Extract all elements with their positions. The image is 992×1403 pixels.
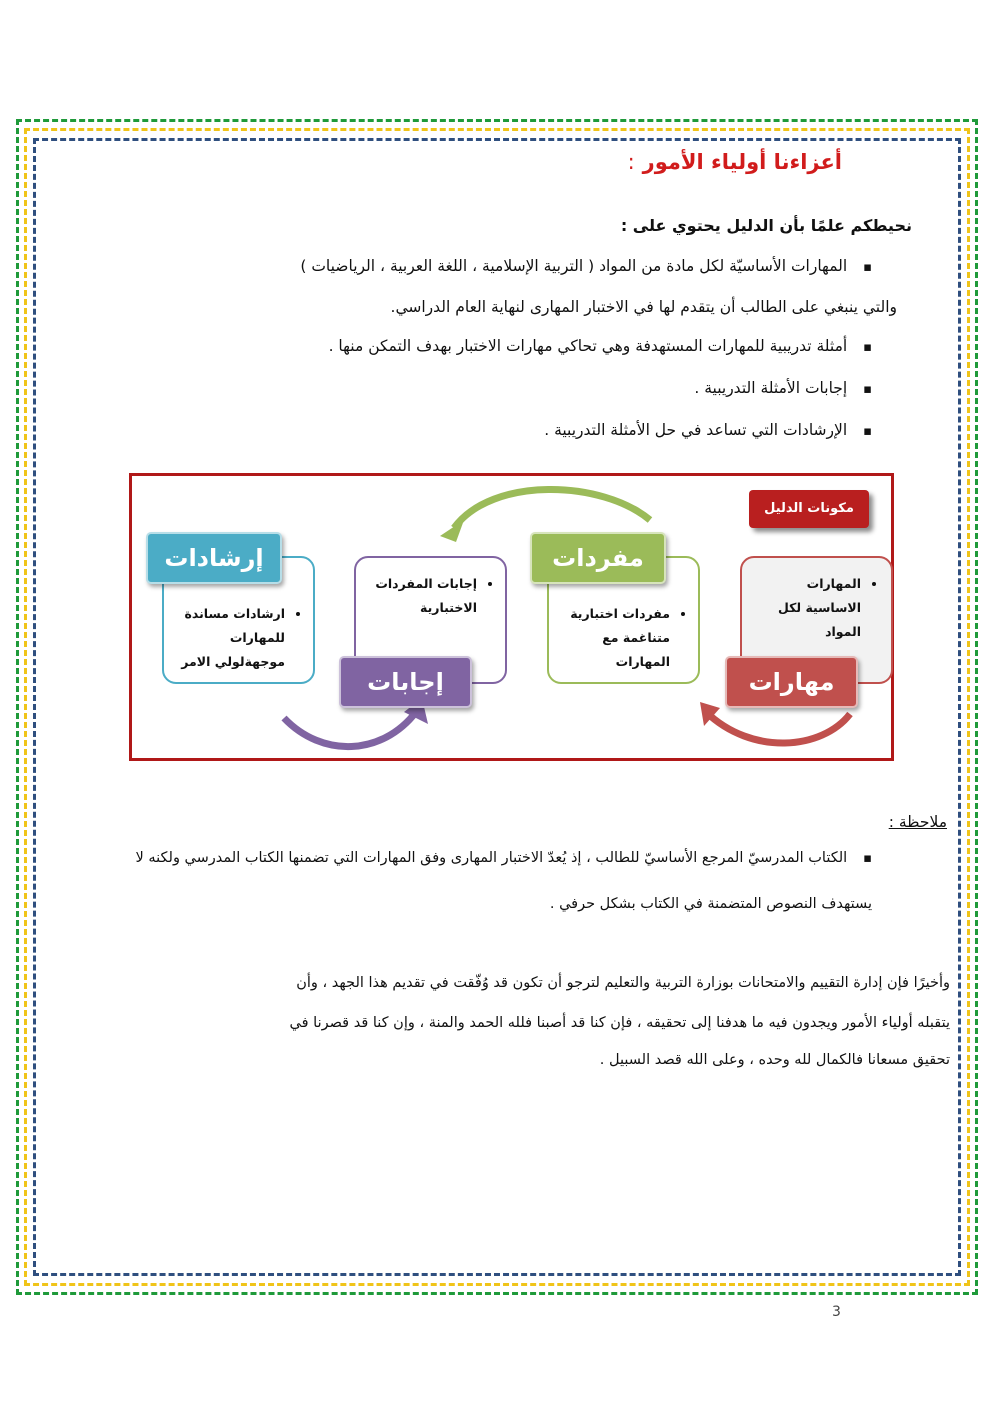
arrow-purple-arc (284, 712, 416, 747)
bullet-item: ▪ أمثلة تدريبية للمهارات المستهدفة وهي تحاكي مهارات الاختبار بهدف التمكن منها . (329, 337, 872, 355)
skills-body-line: المهارات (806, 576, 861, 591)
guidance-body-line: للمهارات (229, 630, 285, 645)
guidance-body-line: ارشادات مساندة (184, 606, 285, 621)
arrow-green-arc (454, 489, 650, 528)
vocabulary-heading: مفردات (530, 532, 666, 584)
bullet-item: ▪ إجابات الأمثلة التدريبية . (694, 379, 872, 397)
bullet-item: ▪ الإرشادات التي تساعد في حل الأمثلة التدريبية . (544, 421, 872, 439)
components-badge: مكونات الدليل (749, 490, 869, 528)
guide-components-diagram (129, 473, 894, 761)
arrow-green-head (440, 520, 464, 542)
title-text: أعزاءنا أولياء الأمور (642, 150, 842, 174)
closing-line: وأخيرًا فإن إدارة التقييم والامتحانات بوزارة التربية والتعليم لترجو أن تكون قد وُفّقت في تقديم هذا الجهد ، وأن (296, 975, 950, 991)
vocabulary-body-line: مفردات اختبارية (570, 606, 670, 621)
guidance-body-line: موجهةلولي الامر (181, 654, 285, 669)
answers-heading: إجابات (339, 656, 472, 708)
intro-line: نحيطكم علمًا بأن الدليل يحتوي على : (620, 216, 912, 235)
answers-body-line: إجابات المفردات (375, 576, 477, 591)
title-colon: : (627, 150, 635, 174)
skills-body-line: المواد (825, 624, 861, 639)
skills-heading: مهارات (725, 656, 858, 708)
bullet-item: ▪ المهارات الأساسيّة لكل مادة من المواد ( التربية الإسلامية ، اللغة العربية ، الرياضيات ) (300, 257, 872, 275)
page-number: 3 (832, 1304, 841, 1320)
note-continuation: يستهدف النصوص المتضمنة في الكتاب بشكل حرفي . (549, 896, 872, 912)
skills-body-line: الاساسية لكل (777, 600, 861, 615)
arrow-red-arc (706, 712, 850, 743)
note-bullet: ▪ الكتاب المدرسيّ المرجع الأساسيّ للطالب ، إذ يُعدّ الاختبار المهارى وفق المهارات التي تضمنها الكتاب المدرسي ولكنه لا (135, 850, 872, 866)
guidance-heading: إرشادات (146, 532, 282, 584)
closing-line: يتقبله أولياء الأمور ويجدون فيه ما هدفنا إلى تحقيقه ، فإن كنا قد أصبنا فلله الحمد والمنة ، وإن كنا قد قصرنا في (289, 1015, 950, 1031)
closing-line: تحقيق مسعانا فالكمال لله وحده ، وعلى الله قصد السبيل . (599, 1052, 950, 1068)
vocabulary-body-line: المهارات (615, 654, 670, 669)
page-title (628, 150, 842, 174)
bullet-continuation: والتي ينبغي على الطالب أن يتقدم لها في الاختبار المهارى لنهاية العام الدراسي. (390, 298, 897, 316)
answers-body-line: الاختبارية (420, 600, 477, 615)
vocabulary-body-line: متناغمة مع (602, 630, 670, 645)
note-heading: ملاحظة : (888, 813, 947, 831)
